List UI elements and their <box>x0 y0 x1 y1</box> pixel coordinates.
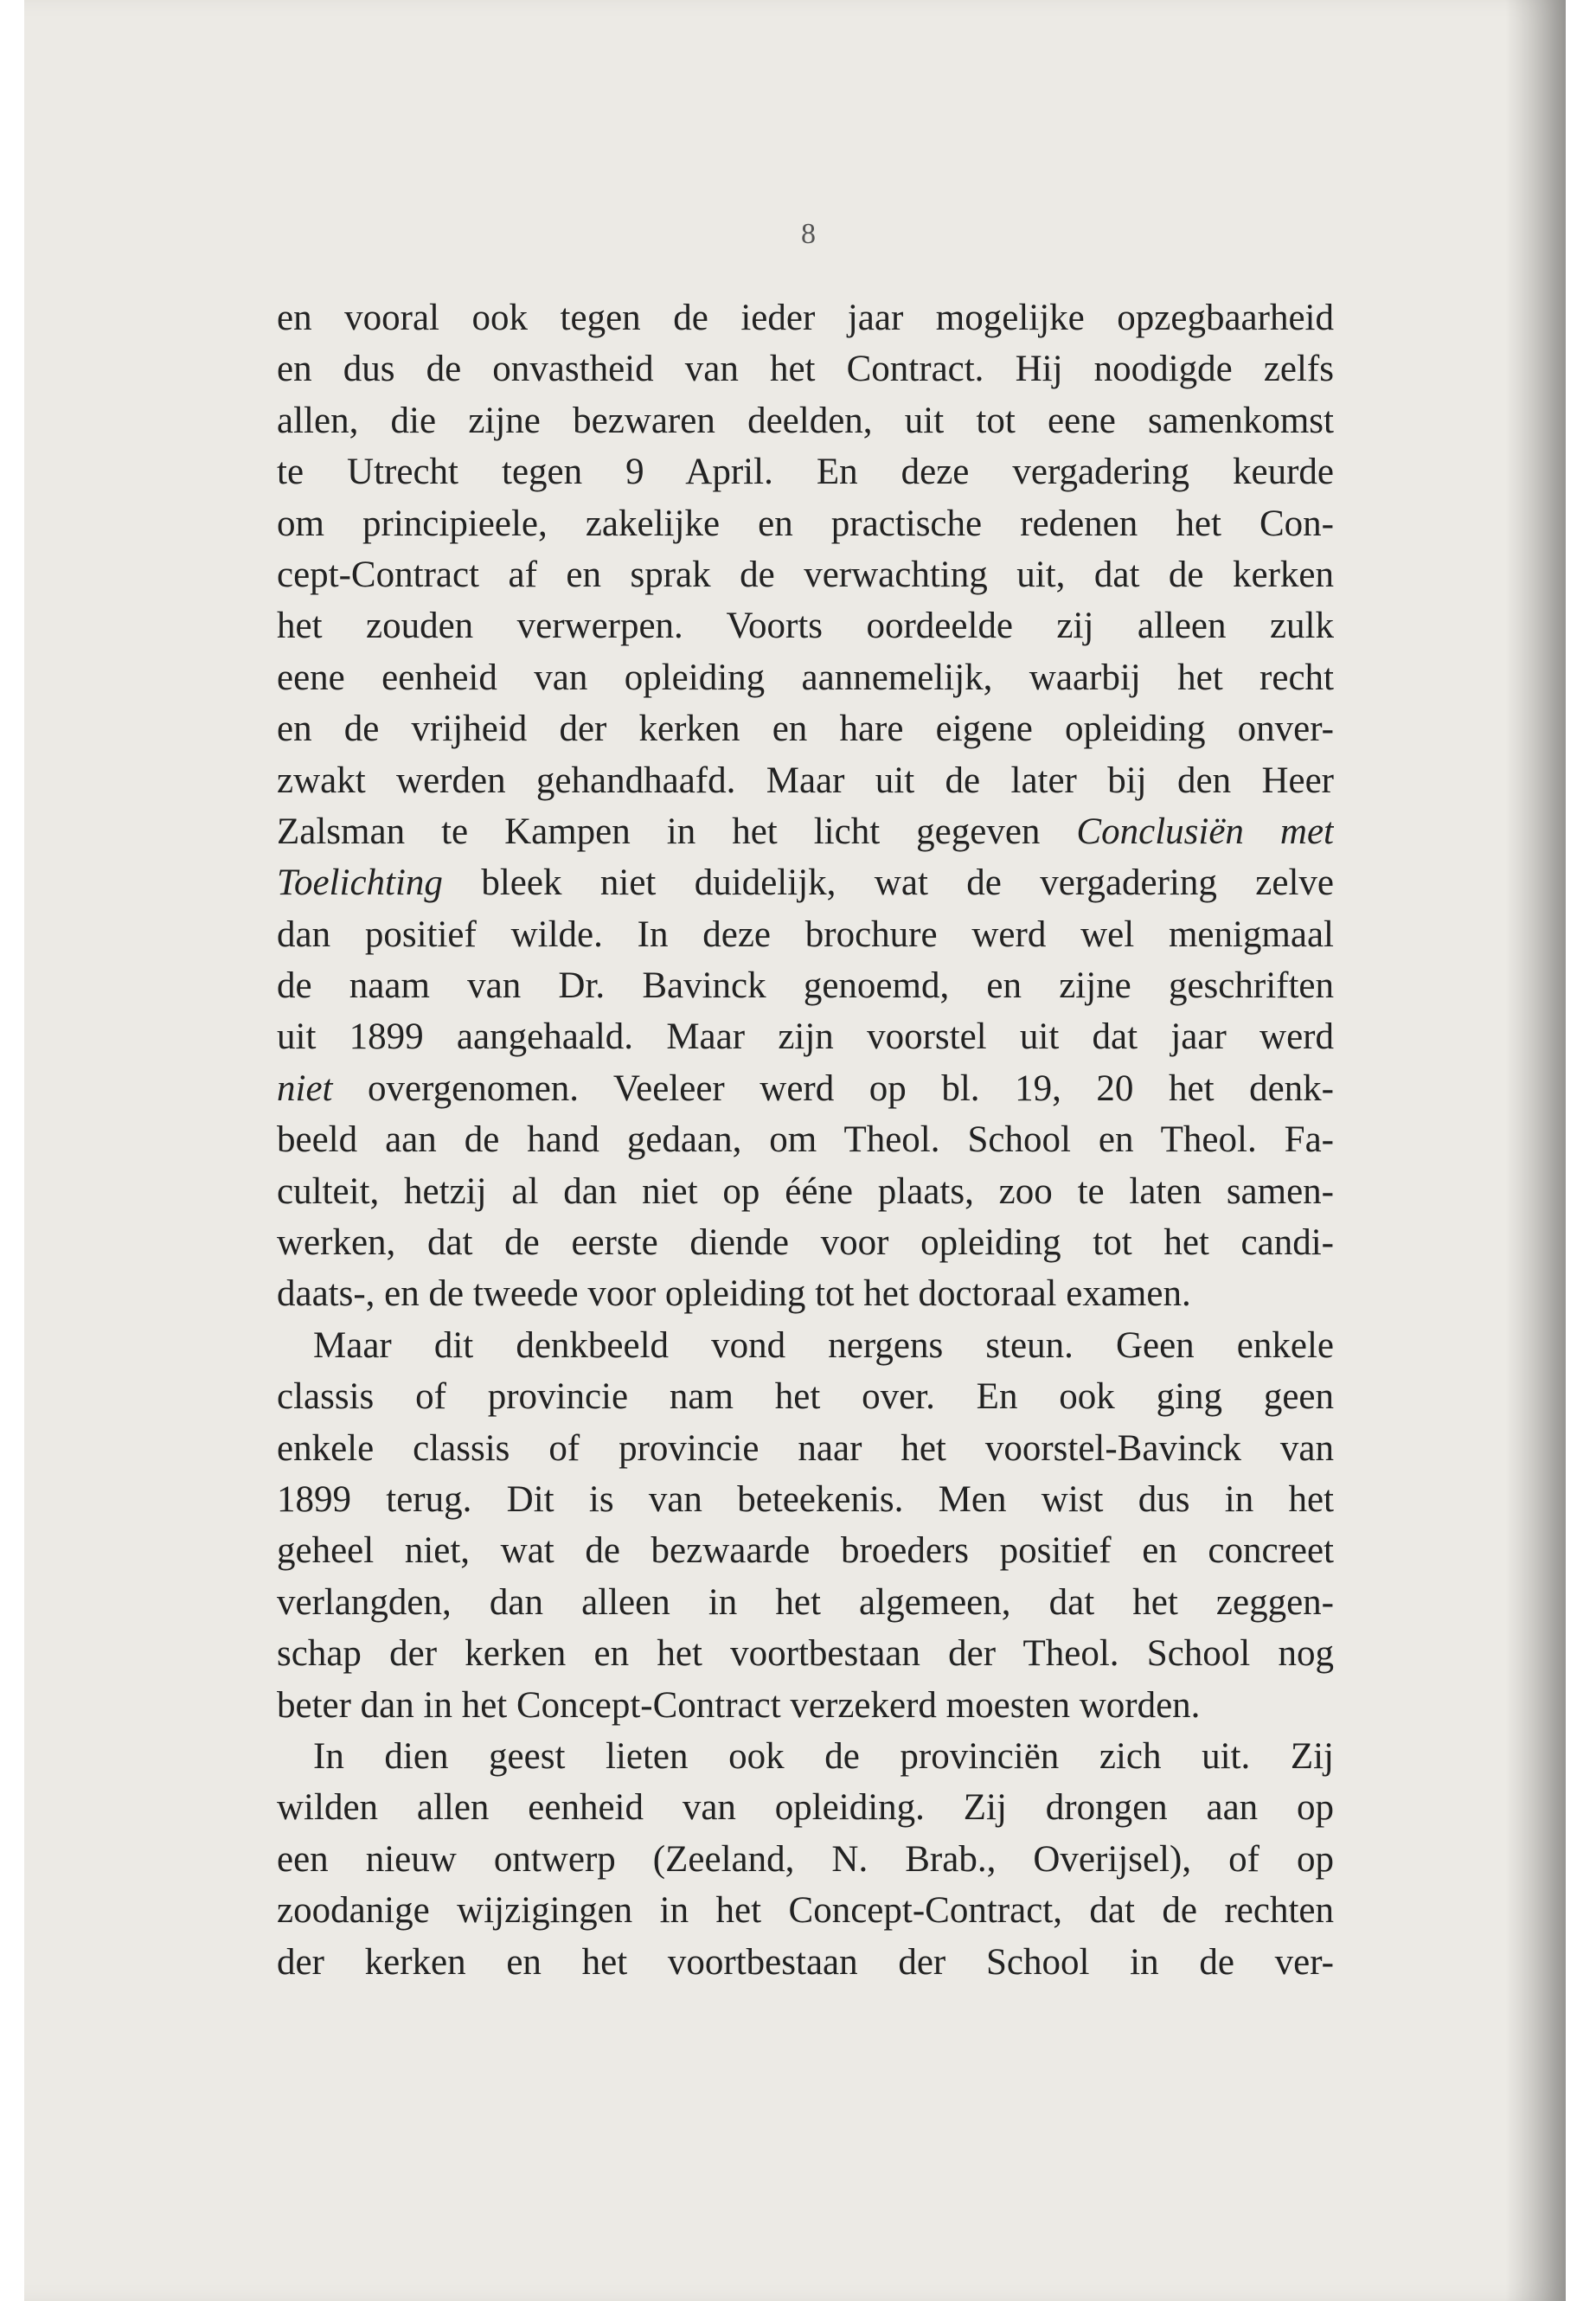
text-line: en dus de onvastheid van het Contract. Hij noodigde zelfs <box>277 349 1334 390</box>
text-line <box>277 1063 1334 1114</box>
text-line: schap der kerken en het voortbestaan der Theol. School nog <box>277 1633 1334 1675</box>
text-line: wilden allen eenheid van opleiding. Zij drongen aan op <box>277 1787 1334 1829</box>
text-line: zoodanige wijzigingen in het Concept-Contract, dat de rechten <box>277 1890 1334 1932</box>
text-line <box>277 857 1334 908</box>
text-line: der kerken en het voortbestaan der School in de ver- <box>277 1941 1334 1983</box>
text-line <box>277 806 1334 857</box>
text-line: 1899 terug. Dit is van beteekenis. Men wist dus in het <box>277 1478 1334 1520</box>
italic-title: Toelichting <box>277 862 443 904</box>
text-line: zwakt werden gehandhaafd. Maar uit de later bij den Heer <box>277 760 1334 801</box>
text-line: beeld aan de hand gedaan, om Theol. School en Theol. Fa- <box>277 1119 1334 1161</box>
text-line: culteit, hetzij al dan niet op ééne plaats, zoo te laten samen- <box>277 1170 1334 1212</box>
italic-emphasis: niet <box>277 1067 333 1109</box>
text-line: een nieuw ontwerp (Zeeland, N. Brab., Overijsel), of op <box>277 1838 1334 1880</box>
text-line: In dien geest lieten ook de provinciën zich uit. Zij <box>313 1735 1334 1777</box>
body-text <box>277 292 1334 1988</box>
text-line: te Utrecht tegen 9 April. En deze vergadering keurde <box>277 452 1334 493</box>
text-line: werken, dat de eerste diende voor opleiding tot het candi- <box>277 1222 1334 1264</box>
binding-shadow <box>1505 0 1566 2301</box>
text-line: om principieele, zakelijke en practische redenen het Con- <box>277 503 1334 544</box>
text-line: enkele classis of provincie naar het voorstel-Bavinck van <box>277 1427 1334 1469</box>
text-line: verlangden, dan alleen in het algemeen, dat het zeggen- <box>277 1581 1334 1623</box>
text-line: dan positief wilde. In deze brochure werd wel menigmaal <box>277 913 1334 955</box>
text-line: het zouden verwerpen. Voorts oordeelde zij alleen zulk <box>277 606 1334 647</box>
text-line: daats-, en de tweede voor opleiding tot het doctoraal examen. <box>277 1273 1191 1315</box>
italic-title: Conclusiën met <box>1076 811 1334 852</box>
text-line: en vooral ook tegen de ieder jaar mogelijke opzegbaarheid <box>277 298 1334 338</box>
text-line: Maar dit denkbeeld vond nergens steun. Geen enkele <box>313 1324 1334 1366</box>
text-line: uit 1899 aangehaald. Maar zijn voorstel uit dat jaar werd <box>277 1016 1334 1058</box>
text-line: cept-Contract af en sprak de verwachting uit, dat de kerken <box>277 554 1334 595</box>
text-line: beter dan in het Concept-Contract verzekerd moesten worden. <box>277 1684 1201 1726</box>
text-line: allen, die zijne bezwaren deelden, uit tot eene samenkomst <box>277 400 1334 441</box>
text-line: de naam van Dr. Bavinck genoemd, en zijne geschriften <box>277 965 1334 1007</box>
page-number: 8 <box>801 218 816 250</box>
text-line: en de vrijheid der kerken en hare eigene opleiding onver- <box>277 708 1334 750</box>
text-line: geheel niet, wat de bezwaarde broeders positief en concreet <box>277 1530 1334 1572</box>
text-run: bleek niet duidelijk, wat de vergadering zelve <box>442 862 1334 904</box>
text-line: eene eenheid van opleiding aannemelijk, waarbij het recht <box>277 657 1334 698</box>
text-run: Zalsman te Kampen in het licht gegeven <box>277 811 1077 852</box>
text-run: overgenomen. Veeleer werd op bl. 19, 20 het denk- <box>332 1067 1334 1109</box>
text-line: classis of provincie nam het over. En ook ging geen <box>277 1376 1334 1418</box>
